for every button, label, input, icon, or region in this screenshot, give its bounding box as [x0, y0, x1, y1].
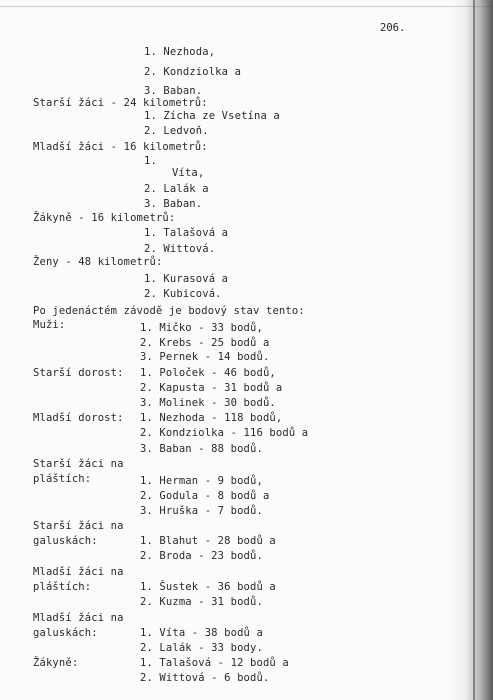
category-label: Starší žáci na [33, 458, 124, 470]
page-number: 206. [380, 22, 406, 34]
text-line: Víta, [172, 167, 205, 179]
text-line: 3. Baban. [144, 198, 203, 210]
result-line: 1. Víta - 38 bodů a [140, 627, 263, 639]
section-heading: Žákyně - 16 kilometrů: [33, 212, 176, 224]
result-line: 1. Poloček - 46 bodů, [140, 367, 276, 379]
section-heading: Mladší žáci - 16 kilometrů: [33, 141, 208, 153]
section-heading: Po jedenáctém závodě je bodový stav tento: [33, 305, 305, 317]
text-line: 1. Zícha ze Vsetína a [144, 110, 280, 122]
text-line: 2. Kubicová. [144, 288, 222, 300]
result-line: 2. Kuzma - 31 bodů. [140, 596, 263, 608]
result-line: 2. Lalák - 33 body. [140, 642, 263, 654]
text-line: 1. Talašová a [144, 227, 229, 239]
category-label: Starší žáci na [33, 520, 124, 532]
result-line: 3. Molinek - 30 bodů. [140, 397, 276, 409]
result-line: 3. Baban - 88 bodů. [140, 443, 263, 455]
category-label: galuskách: [33, 627, 98, 639]
result-line: 1. Mičko - 33 bodů, [140, 322, 263, 334]
result-line: 2. Godula - 8 bodů a [140, 490, 270, 502]
section-heading: Ženy - 48 kilometrů: [33, 256, 163, 268]
category-label: pláštích: [33, 473, 92, 485]
result-line: 1. Talašová - 12 bodů a [140, 657, 289, 669]
category-label: pláštích: [33, 581, 92, 593]
top-edge-shadow [0, 6, 493, 7]
category-label: Mladší žáci na [33, 566, 124, 578]
result-line: 1. Herman - 9 bodů, [140, 475, 263, 487]
section-heading: Starší žáci - 24 kilometrů: [33, 97, 208, 109]
text-line: 2. Kondziolka a [144, 66, 242, 78]
category-label: Mladší dorost: [33, 412, 124, 424]
text-line: 1. Kurasová a [144, 273, 229, 285]
result-line: 2. Kapusta - 31 bodů a [140, 382, 283, 394]
category-label: galuskách: [33, 535, 98, 547]
binding-edge-line [473, 0, 475, 700]
category-label: Žákyně: [33, 657, 79, 669]
result-line: 2. Wittová - 6 bodů. [140, 672, 270, 684]
text-line: 1. [144, 155, 157, 167]
text-line: 1. Nezhoda, [144, 46, 216, 58]
text-line: 3. Baban. [144, 85, 203, 97]
category-label: Mladší žáci na [33, 612, 124, 624]
result-line: 2. Krebs - 25 bodů a [140, 337, 270, 349]
category-label: Muži: [33, 319, 66, 331]
text-line: 2. Wittová. [144, 243, 216, 255]
text-line: 2. Lalák a [144, 183, 209, 195]
scan-edge-shadow [451, 0, 493, 700]
result-line: 2. Broda - 23 bodů. [140, 550, 263, 562]
category-label: Starší dorost: [33, 367, 124, 379]
result-line: 1. Šustek - 36 bodů a [140, 581, 276, 593]
result-line: 3. Pernek - 14 bodů. [140, 351, 270, 363]
result-line: 1. Blahut - 28 bodů a [140, 535, 276, 547]
text-line: 2. Ledvoň. [144, 125, 209, 137]
result-line: 1. Nezhoda - 118 bodů, [140, 412, 283, 424]
result-line: 2. Kondziolka - 116 bodů a [140, 427, 309, 439]
result-line: 3. Hruška - 7 bodů. [140, 505, 263, 517]
